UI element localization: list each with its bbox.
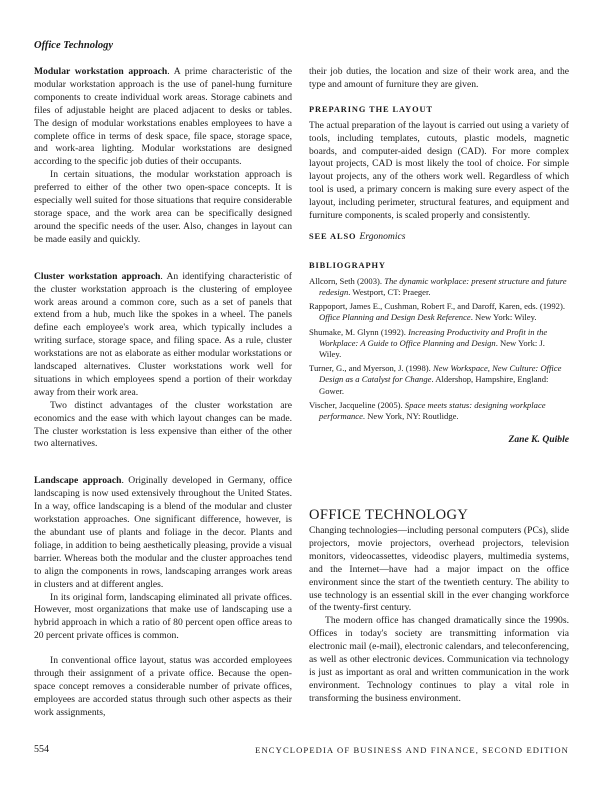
right-column [309,66,569,706]
page-number: 554 [34,744,49,755]
cluster-paragraph [34,271,292,400]
author-signature: Zane K. Quible [508,434,569,446]
cluster-paragraph-2: Two distinct advantages of the cluster workstation are economics and the ease with which layout changes can be made. The cluster workstation is less expensive than either of the other two alternatives. [34,399,292,450]
bibliography-entry: Vischer, Jacqueline (2005). Space meets status: designing workplace performance. New York, NY: Routlidge. [309,399,546,422]
landscape-text: . Originally developed in Germany, office landscaping is now used extensively throughout the United States. In a way, office landscaping is a blend of the modular and cluster workstation approaches. One significant difference, however, is the abundant use of plants and foliage in the decor. Plants and foliage, in addition to being aesthetically pleasing, provide a visual barrier. Whereas both the modular and the cluster approaches tend to align the components in rows, landscaping arranges work areas in clusters and at different angles. [34,475,292,590]
left-column [34,66,292,720]
landscape-paragraph [34,475,292,591]
modular-paragraph [34,66,292,169]
cluster-lead: Cluster workstation approach [34,270,161,282]
bibliography-entry: Allcorn, Seth (2003). The dynamic workplace: present structure and future redesign. Westport, CT: Praeger. [309,275,567,297]
bibliography-entry: Shumake, M. Glynn (1992). Increasing Productivity and Profit in the Workplace: A Guide to Office Planning and Design. New York: J. Wiley. [309,326,548,359]
see-also-label: SEE ALSO [309,231,357,241]
bibliography-list [309,276,569,422]
preparing-heading: PREPARING THE LAYOUT [309,104,433,114]
continued-paragraph: their job duties, the location and size of their work area, and the type and amount of furniture they are given. [309,66,569,90]
book-title: ENCYCLOPEDIA OF BUSINESS AND FINANCE, SECOND EDITION [255,745,569,755]
entry-paragraph-1: Changing technologies—including personal computers (PCs), slide projectors, movie projectors, overhead projectors, television monitors, videocassettes, videodisc players, multimedia systems, and the Internet—have had a major impact on the office environment since the start of the twentieth century. The ability to use technology is an essential skill in the ever changing workforce of the twenty-first century. [309,525,569,614]
see-also [309,231,569,244]
running-head: Office Technology [34,40,114,51]
modular-paragraph-2: In certain situations, the modular workstation approach is preferred to either of the other two open-space concepts. It is especially well suited for those situations that require considerable storage space, and the work area can be specifically designed around the specific needs of the user. Also, changes in layout can be made easily and quickly. [34,169,292,245]
landscape-paragraph-2: In its original form, landscaping eliminated all private offices. However, most organizations that make use of landscaping use a hybrid approach in which a ratio of 80 percent open office areas to 20 percent private offices is common. [34,591,292,642]
entry-paragraph-2: The modern office has changed dramatically since the 1990s. Offices in today's society are transmitting information via electronic mail (e-mail), electronic calendars, and teleconferencing, as well as other electronic devices. Communication via technology is just as important as oral and written communication in the work environment. Technology continues to play a vital role in transforming the business environment. [309,615,569,704]
modular-lead: Modular workstation approach [34,66,168,77]
bibliography-entry: Turner, G., and Myerson, J. (1998). New Workspace, New Culture: Office Design as a Catalyst for Change. Aldershop, Hampshire, England: Gower. [309,363,562,396]
cluster-text: . An identifying characteristic of the cluster workstation approach is the clustering of employee work areas around a common core, such as a set of panels that extend from a hub, much like the spokes in a wheel. The panels define each employee's work area, which typically includes a writing surface, storage space, and filing space. As a rule, cluster workstations are not as elaborate as either modular workstations or landscaped alternatives. Cluster workstations work well for situations in which employees spend a portion of their workday away from their work area. [34,270,292,398]
landscape-lead: Landscape approach [34,475,122,487]
bibliography-heading: BIBLIOGRAPHY [309,260,386,270]
bibliography-entry: Rappoport, James E., Cushman, Robert F., and Daroff, Karen, eds. (1992). Office Planning and Design Desk Reference. New York: Wiley. [309,301,565,323]
entry-title: OFFICE TECHNOLOGY [309,507,469,524]
preparing-paragraph: The actual preparation of the layout is carried out using a variety of tools, including templates, cutouts, plastic models, magnetic boards, and computer-aided design (CAD). For more complex layout projects, CAD is most likely the tool of choice. For simple layout projects, any of the others work well. Regardless of which tool is used, a primary concern is making sure every aspect of the layout, including perimeter, structural features, and equipment and furniture components, is scaled properly and consistently. [309,119,569,222]
modular-text: . A prime characteristic of the modular workstation approach is the use of panel-hung furniture components to create individual work areas. Storage cabinets and files of adjustable height are placed adjacent to desks or tables. The design of modular workstations enables employees to have a complete office in terms of desk space, file space, storage space, and work-area lighting. Modular workstations are designed according to the specific job duties of their occupants. [34,66,292,168]
landscape-paragraph-3: In conventional office layout, status was accorded employees through their assignment of a private office. Because the open-space concept removes a considerable number of private offices, employees are accorded status through such other aspects as their work assignments, [34,655,292,718]
see-also-link[interactable]: Ergonomics [359,230,406,242]
